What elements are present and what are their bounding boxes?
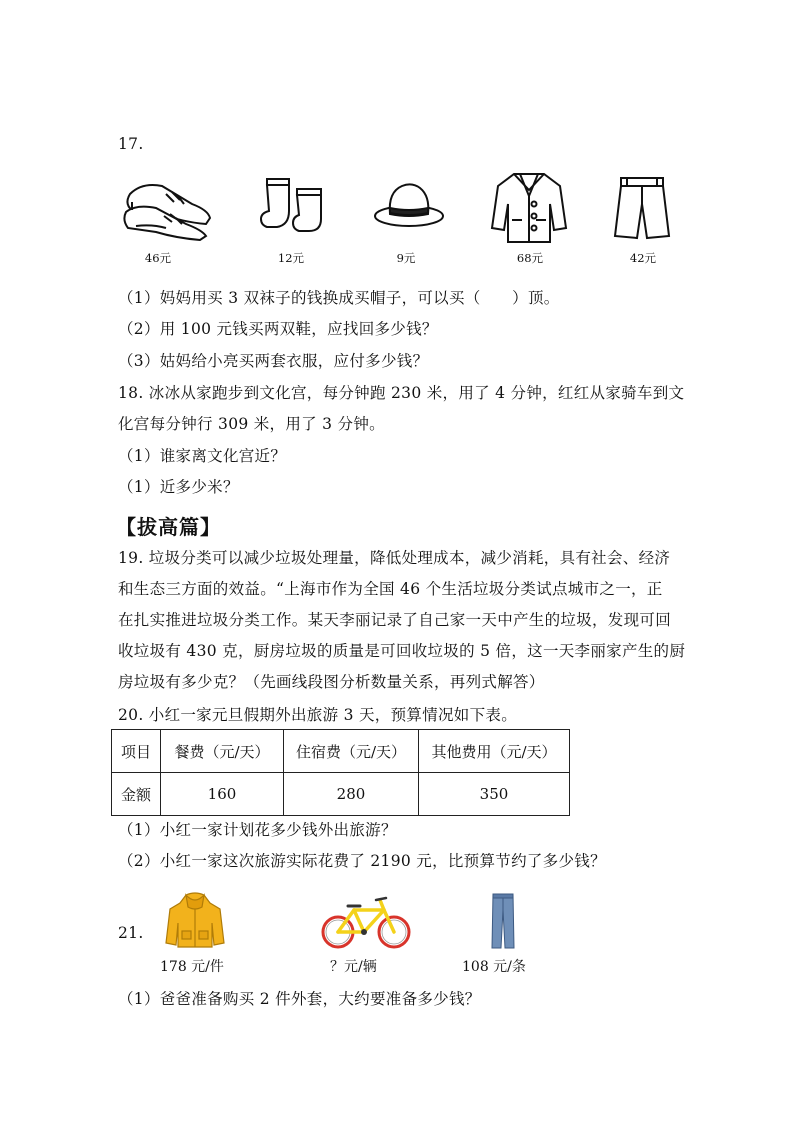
table-header-cell: 其他费用（元/天） — [419, 730, 570, 773]
table-row — [112, 773, 570, 816]
table-header-cell: 项目 — [112, 730, 161, 773]
table-cell: 280 — [284, 773, 419, 816]
shoes-icon — [122, 174, 218, 246]
budget-table — [111, 729, 570, 816]
table-cell: 金额 — [112, 773, 161, 816]
price-coat: 68元 — [516, 251, 544, 265]
socks-icon — [259, 175, 331, 237]
table-cell: 160 — [161, 773, 284, 816]
q20-intro: 20. 小红一家元旦假期外出旅游 3 天，预算情况如下表。 — [118, 706, 517, 724]
shorts-icon — [613, 174, 671, 246]
q17-sub3: （3）姑妈给小亮买两套衣服，应付多少钱？ — [118, 352, 429, 370]
q18-sub2: （1）近多少米？ — [118, 478, 239, 496]
coat-icon — [490, 170, 568, 248]
section-title: 【拔高篇】 — [116, 515, 221, 539]
table-header-cell: 餐费（元/天） — [161, 730, 284, 773]
q21-sub1: （1）爸爸准备购买 2 件外套，大约要准备多少钱？ — [118, 990, 481, 1008]
q17-sub1: （1）妈妈用买 3 双袜子的钱换成买帽子，可以买（ ）顶。 — [118, 289, 560, 307]
jacket-icon — [164, 893, 226, 953]
q19-line2: 和生态三方面的效益。“上海市作为全国 46 个生活垃圾分类试点城市之一，正 — [118, 580, 663, 598]
table-header-cell: 住宿费（元/天） — [284, 730, 419, 773]
price-socks: 12元 — [277, 251, 305, 265]
q18-line1: 18. 冰冰从家跑步到文化宫，每分钟跑 230 米，用了 4 分钟，红红从家骑车到文 — [118, 384, 685, 402]
jeans-icon — [490, 892, 516, 954]
hat-icon — [372, 182, 446, 234]
q18-sub1: （1）谁家离文化宫近？ — [118, 447, 287, 465]
q20-sub1: （1）小红一家计划花多少钱外出旅游？ — [118, 821, 397, 839]
table-header-row — [112, 730, 570, 773]
price-hat: 9元 — [396, 251, 416, 265]
q17-sub2: （2）用 100 元钱买两双鞋，应找回多少钱？ — [118, 320, 438, 338]
q19-line3: 在扎实推进垃圾分类工作。某天李丽记录了自己家一天中产生的垃圾，发现可回 — [118, 611, 672, 629]
price-bicycle: ？元/辆 — [330, 959, 377, 975]
price-shoes: 46元 — [144, 251, 172, 265]
q18-line2: 化宫每分钟行 309 米，用了 3 分钟。 — [118, 415, 385, 433]
q19-line5: 房垃圾有多少克？（先画线段图分析数量关系，再列式解答） — [118, 673, 545, 691]
question-17-number: 17. — [118, 135, 144, 153]
bicycle-icon — [320, 896, 412, 954]
question-21-number: 21. — [118, 924, 144, 942]
price-jeans: 108 元/条 — [462, 959, 526, 975]
q19-line4: 收垃圾有 430 克，厨房垃圾的质量是可回收垃圾的 5 倍，这一天李丽家产生的厨 — [118, 642, 686, 660]
q20-sub2: （2）小红一家这次旅游实际花费了 2190 元，比预算节约了多少钱？ — [118, 852, 606, 870]
table-cell: 350 — [419, 773, 570, 816]
price-jacket: 178 元/件 — [160, 959, 224, 975]
q19-line1: 19. 垃圾分类可以减少垃圾处理量，降低处理成本，减少消耗，具有社会、经济 — [118, 549, 671, 567]
price-shorts: 42元 — [629, 251, 657, 265]
